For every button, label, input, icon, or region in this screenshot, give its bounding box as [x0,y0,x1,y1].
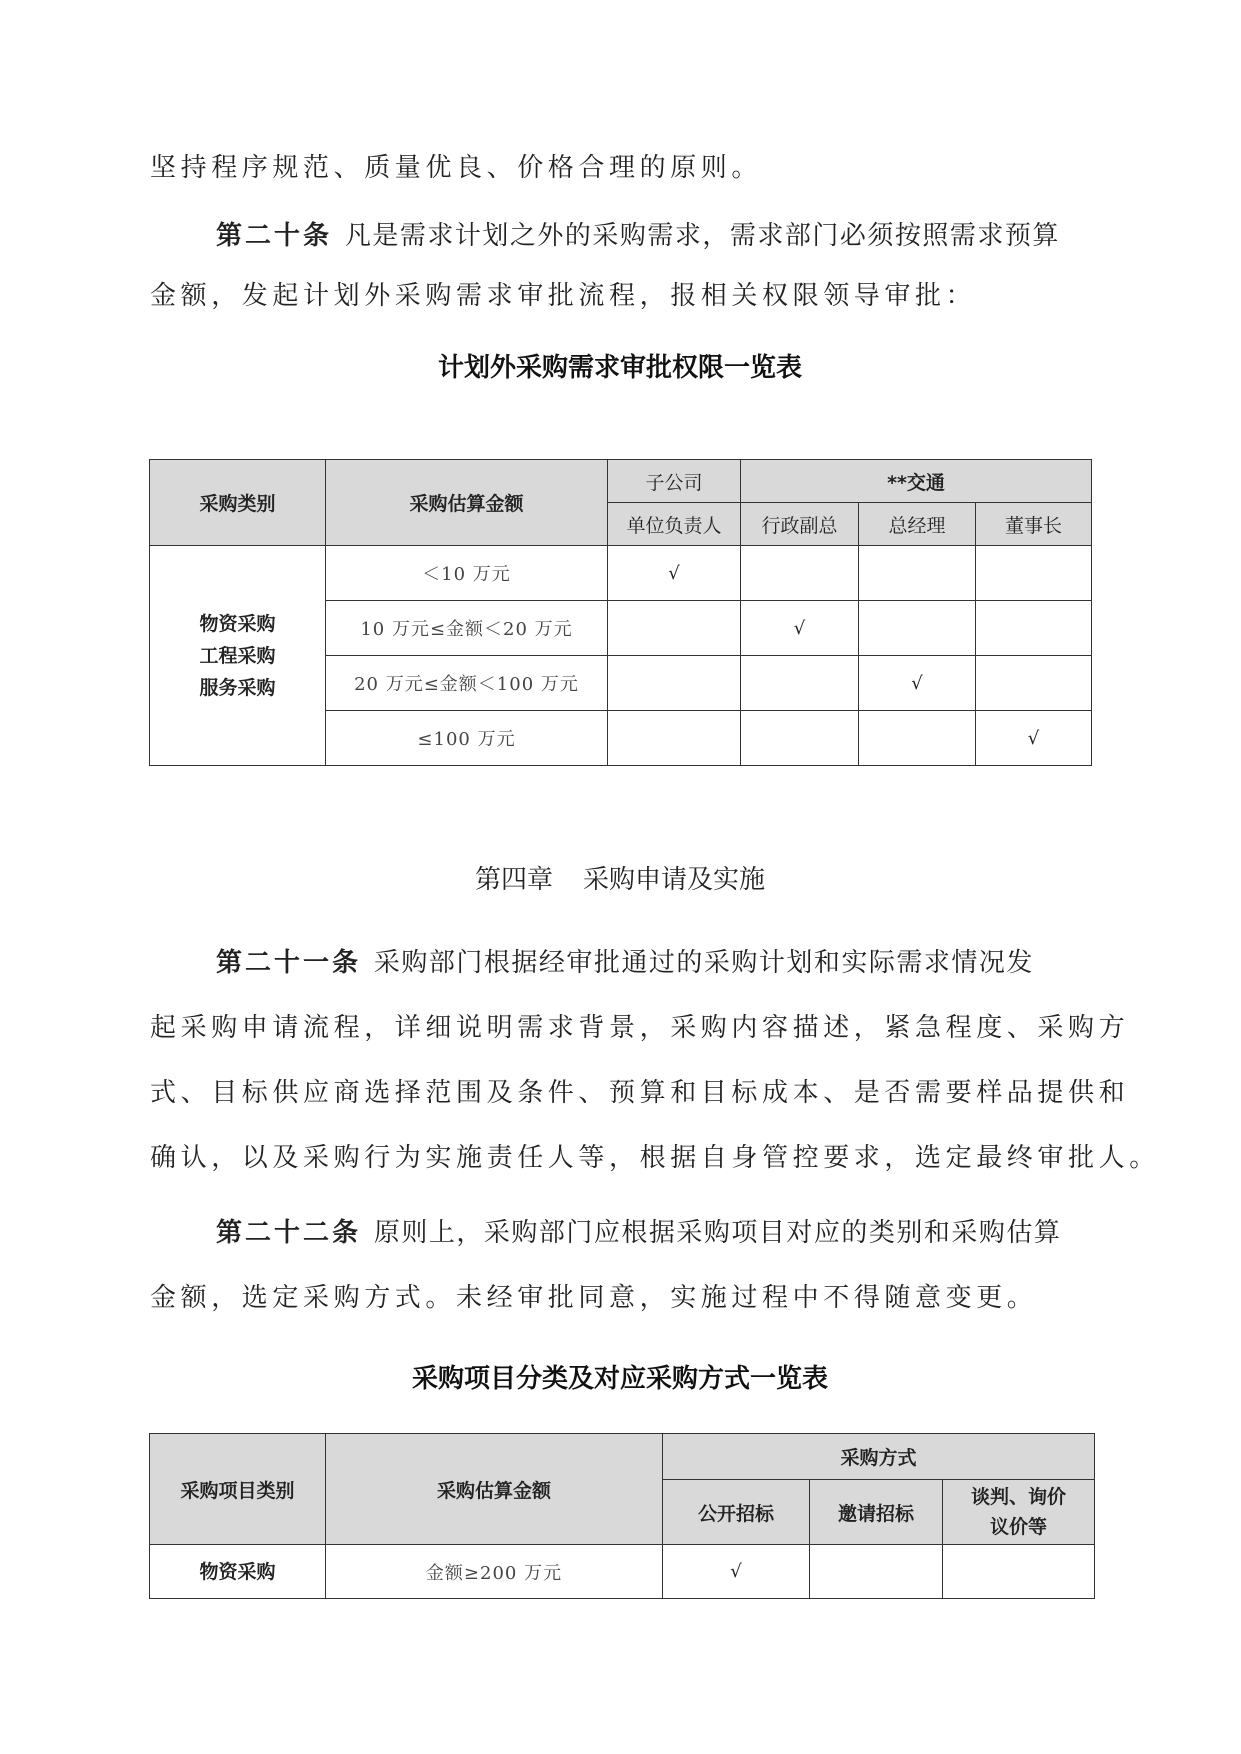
category-line: 物资采购 [199,612,276,635]
category-line: 工程采购 [199,644,276,667]
header-admin-vp: 行政副总 [741,503,859,546]
category-cell [150,546,326,766]
header-invited-tender: 邀请招标 [810,1480,943,1545]
amount-cell: ＜10 万元 [326,546,608,601]
check-cell [859,711,976,766]
header-parent-company: **交通 [741,460,1092,503]
check-cell: √ [741,601,859,656]
header-subsidiary: 子公司 [608,460,741,503]
check-cell [741,546,859,601]
article-21-line-4: 确认，以及采购行为实施责任人等，根据自身管控要求，选定最终审批人。 [150,1143,1160,1173]
article-21-line-3: 式、目标供应商选择范围及条件、预算和目标成本、是否需要样品提供和 [150,1078,1130,1108]
check-cell: √ [859,656,976,711]
amount-cell: ≤100 万元 [326,711,608,766]
header-procurement-method: 采购方式 [663,1434,1095,1480]
table-2-caption: 采购项目分类及对应采购方式一览表 [411,1364,828,1394]
article-21-line-2: 起采购申请流程，详细说明需求背景，采购内容描述，紧急程度、采购方 [150,1013,1130,1043]
chapter-heading [150,862,1090,898]
header-project-category: 采购项目类别 [150,1434,326,1545]
article-22-text: 原则上，采购部门应根据采购项目对应的类别和采购估算 [373,1218,1062,1248]
amount-cell: 20 万元≤金额＜100 万元 [326,656,608,711]
check-cell [608,711,741,766]
header-negotiation-line: 议价等 [989,1516,1047,1538]
article-20-text: 凡是需求计划之外的采购需求，需求部门必须按照需求预算 [344,221,1060,251]
category-cell: 物资采购 [150,1545,326,1599]
article-21-label: 第二十一条 [216,948,362,978]
check-cell [608,656,741,711]
article-22-line-1 [216,1215,1090,1251]
check-cell [976,601,1092,656]
check-cell: √ [976,711,1092,766]
check-cell [859,546,976,601]
check-cell: √ [608,546,741,601]
check-cell [859,601,976,656]
check-cell [810,1545,943,1599]
header-amount: 采购估算金额 [326,460,608,546]
header-amount: 采购估算金额 [326,1434,663,1545]
header-negotiation-line: 谈判、询价 [970,1486,1066,1508]
article-21-line-1 [216,945,1090,981]
amount-cell: 金额≥200 万元 [326,1545,663,1599]
article-21-text: 采购部门根据经审批通过的采购计划和实际需求情况发 [373,948,1034,978]
table-row [150,1545,1095,1599]
table-row [150,546,1092,601]
table-1-caption: 计划外采购需求审批权限一览表 [437,353,802,383]
paragraph-line: 坚持程序规范、质量优良、价格合理的原则。 [150,153,763,183]
article-22-line-2: 金额，选定采购方式。未经审批同意，实施过程中不得随意变更。 [150,1283,1038,1313]
check-cell [976,546,1092,601]
check-cell [943,1545,1095,1599]
amount-cell: 10 万元≤金额＜20 万元 [326,601,608,656]
procurement-method-table [149,1433,1095,1599]
approval-authority-table [149,459,1092,766]
check-cell [741,656,859,711]
chapter-title: 采购申请及实施 [583,865,766,895]
check-cell [608,601,741,656]
chapter-number: 第四章 [474,865,553,895]
article-20-line-2: 金额，发起计划外采购需求审批流程，报相关权限领导审批： [150,281,977,311]
check-cell: √ [663,1545,810,1599]
header-chairman: 董事长 [976,503,1092,546]
header-open-tender: 公开招标 [663,1480,810,1545]
header-negotiation [943,1480,1095,1545]
header-unit-head: 单位负责人 [608,503,741,546]
article-20-label: 第二十条 [216,221,333,251]
check-cell [741,711,859,766]
article-20-line-1 [216,218,1090,254]
category-line: 服务采购 [199,676,276,699]
article-22-label: 第二十二条 [216,1218,362,1248]
check-cell [976,656,1092,711]
header-general-manager: 总经理 [859,503,976,546]
header-category: 采购类别 [150,460,326,546]
